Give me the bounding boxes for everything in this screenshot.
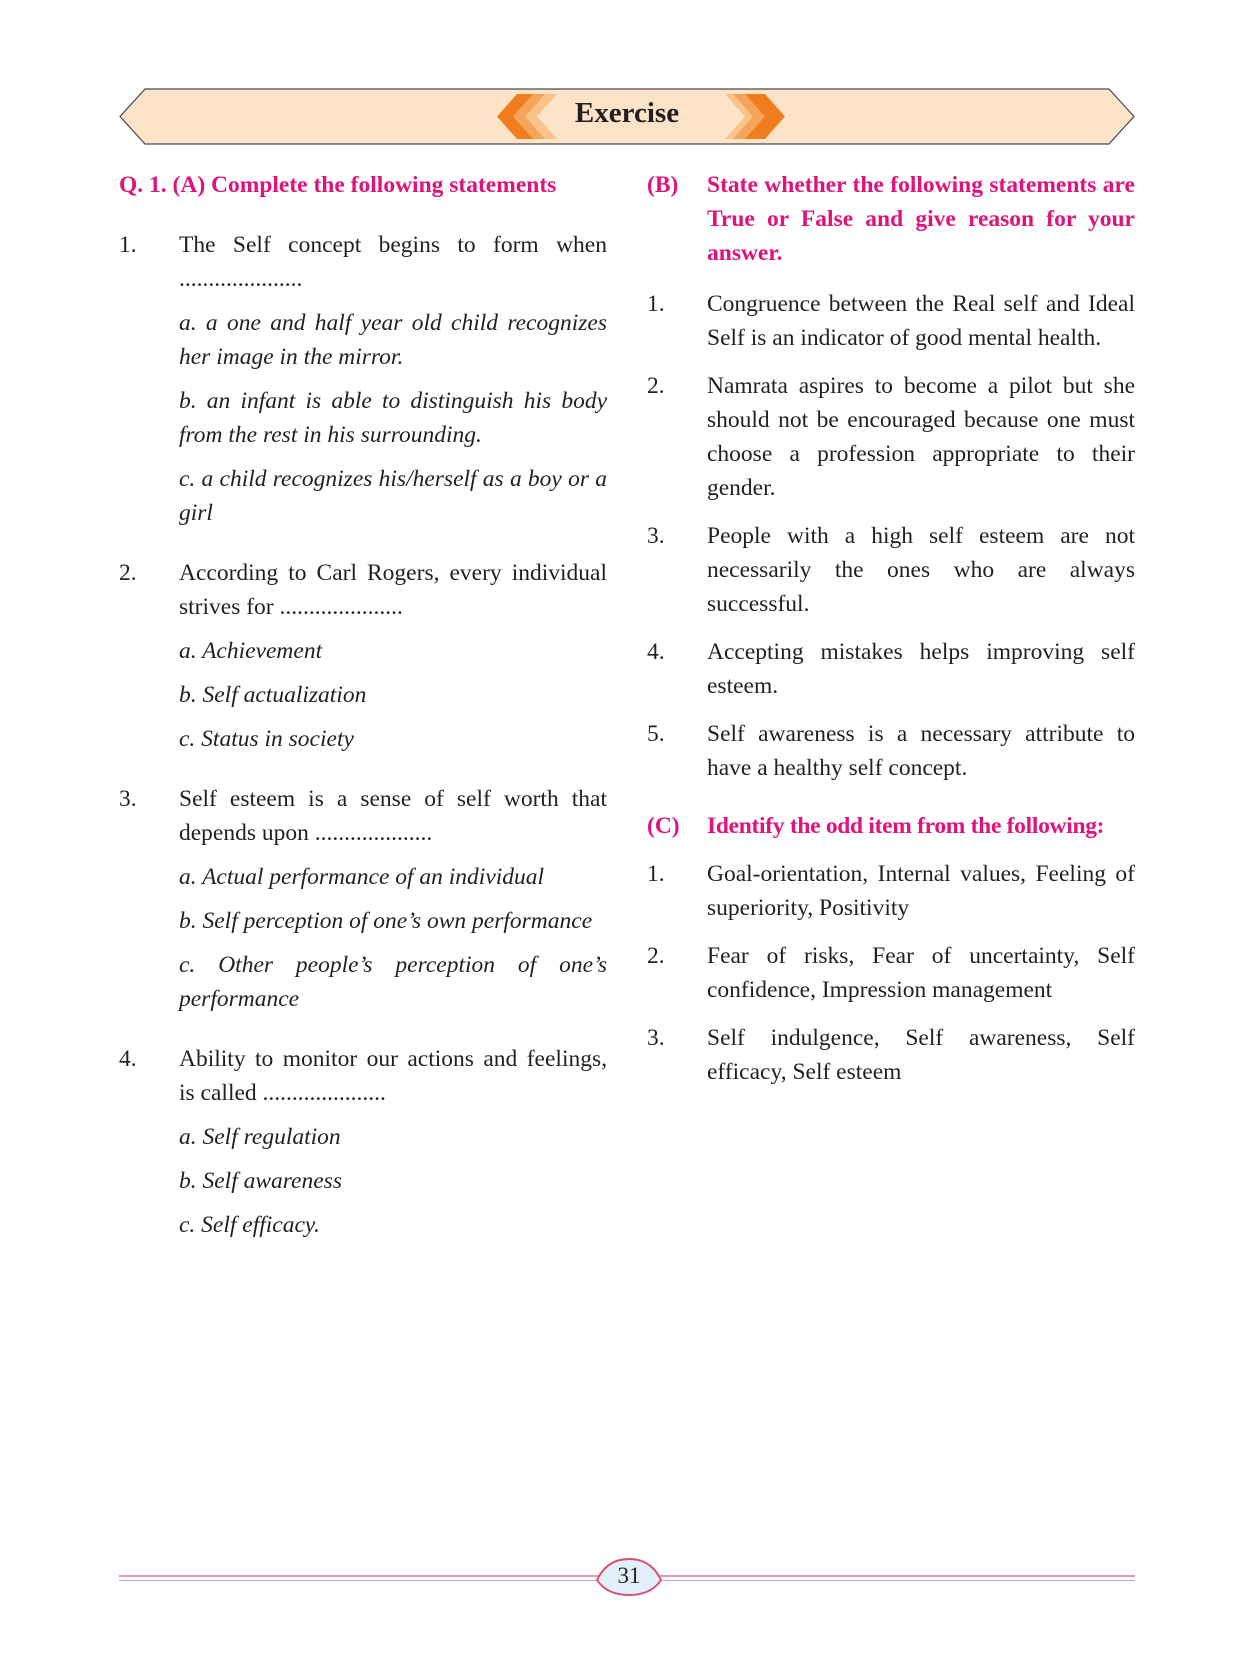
list-item bbox=[647, 939, 1135, 1007]
item-text: People with a high self esteem are not necessarily the ones who are always successful. bbox=[707, 523, 1135, 617]
list-item bbox=[647, 1021, 1135, 1089]
item-text: Fear of risks, Fear of uncertainty, Self confidence, Impression management bbox=[707, 943, 1135, 1003]
question-num: 4. bbox=[119, 1046, 137, 1072]
question-num: 1. bbox=[119, 232, 137, 258]
question-text: According to Carl Rogers, every individual strives for ..................... bbox=[179, 560, 607, 620]
section-a-heading bbox=[119, 168, 607, 202]
list-item bbox=[647, 287, 1135, 355]
item-num: 2. bbox=[647, 943, 665, 969]
question-text: Self esteem is a sense of self worth that depends upon .................... bbox=[179, 786, 607, 846]
section-b-c bbox=[647, 168, 1135, 1089]
item-num: 5. bbox=[647, 721, 665, 747]
item-text: Self awareness is a necessary attribute to have a healthy self concept. bbox=[707, 721, 1135, 781]
exercise-banner bbox=[119, 88, 1135, 145]
item-num: 1. bbox=[647, 861, 665, 887]
question-num: 3. bbox=[119, 786, 137, 812]
option: a. Self regulation bbox=[179, 1124, 341, 1150]
section-b-title: State whether the following statements are True or False and give reason for your answer. bbox=[707, 172, 1135, 266]
item-num: 3. bbox=[647, 523, 665, 549]
section-c-heading bbox=[647, 809, 1135, 843]
item-text: Congruence between the Real self and Ideal Self is an indicator of good mental health. bbox=[707, 291, 1135, 351]
section-a bbox=[119, 168, 607, 1242]
item-text: Accepting mistakes helps improving self esteem. bbox=[707, 639, 1135, 699]
option: c. a child recognizes his/herself as a boy or a girl bbox=[179, 466, 607, 526]
question-item bbox=[119, 1042, 607, 1242]
section-b-label: (B) bbox=[647, 172, 679, 198]
question-item bbox=[119, 782, 607, 1016]
option: c. Self efficacy. bbox=[179, 1212, 320, 1238]
item-num: 2. bbox=[647, 373, 665, 399]
option: a. a one and half year old child recognizes her image in the mirror. bbox=[179, 310, 607, 370]
item-text: Self indulgence, Self awareness, Self efficacy, Self esteem bbox=[707, 1025, 1135, 1085]
list-item bbox=[647, 519, 1135, 621]
question-text: Ability to monitor our actions and feelings, is called ..................... bbox=[179, 1046, 607, 1106]
item-num: 1. bbox=[647, 291, 665, 317]
item-text: Goal-orientation, Internal values, Feeling of superiority, Positivity bbox=[707, 861, 1135, 921]
list-item bbox=[647, 369, 1135, 505]
question-text: The Self concept begins to form when ..................... bbox=[179, 232, 607, 292]
option: b. Self perception of one’s own performance bbox=[179, 908, 593, 934]
page-number: 31 bbox=[617, 1563, 641, 1588]
section-a-title: (A) Complete the following statements bbox=[172, 172, 557, 198]
option: c. Other people’s perception of one’s performance bbox=[179, 952, 607, 1012]
section-c-title: Identify the odd item from the following: bbox=[707, 813, 1105, 839]
page-title: Exercise bbox=[574, 97, 680, 129]
item-num: 3. bbox=[647, 1025, 665, 1051]
question-item bbox=[119, 556, 607, 756]
section-c-label: (C) bbox=[647, 813, 680, 839]
question-num: 2. bbox=[119, 560, 137, 586]
option: a. Actual performance of an individual bbox=[179, 864, 545, 890]
option: b. an infant is able to distinguish his body from the rest in his surrounding. bbox=[179, 388, 607, 448]
option: a. Achievement bbox=[179, 638, 323, 664]
list-item bbox=[647, 717, 1135, 785]
question-number: Q. 1. bbox=[119, 172, 167, 198]
list-item bbox=[647, 635, 1135, 703]
option: b. Self actualization bbox=[179, 682, 367, 708]
option: b. Self awareness bbox=[179, 1168, 342, 1194]
item-num: 4. bbox=[647, 639, 665, 665]
page-number-badge bbox=[593, 1556, 665, 1598]
item-text: Namrata aspires to become a pilot but she should not be encouraged because one must choose a profession appropriate to their gender. bbox=[707, 373, 1135, 501]
section-b-heading bbox=[647, 168, 1135, 270]
option: c. Status in society bbox=[179, 726, 354, 752]
question-item bbox=[119, 228, 607, 530]
list-item bbox=[647, 857, 1135, 925]
